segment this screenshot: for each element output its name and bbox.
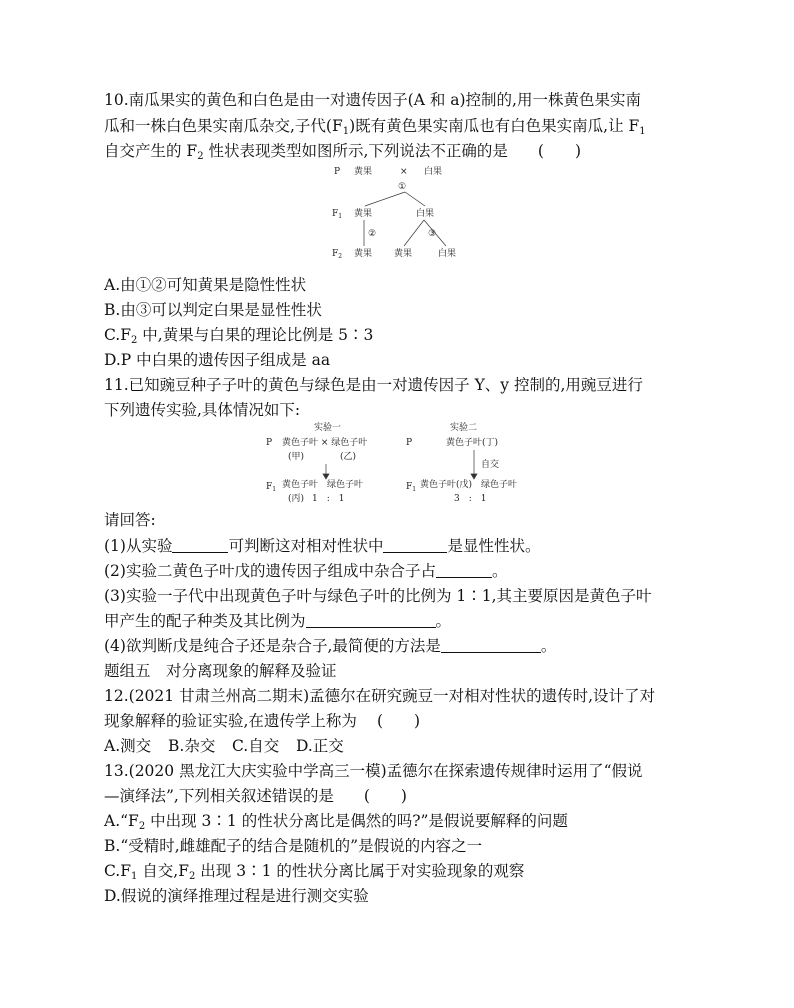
q10-diag-f2-2: 黄果	[394, 249, 413, 259]
q13-option-c-sub2: 2	[188, 871, 196, 882]
q10-sub2: 1	[639, 126, 646, 137]
q11-diag-p1-cross: 黄色子叶 × 绿色子叶	[282, 438, 368, 448]
q11-sub2-text: (2)实验二黄色子叶戊的遗传因子组成中杂合子占	[104, 562, 436, 580]
q10-diag-f1-white: 白果	[416, 209, 435, 219]
q10-line3-text-b: 性状表现类型如图所示,下列说法不正确的是	[203, 142, 508, 160]
q11-sub3-text: 甲产生的配子种类及其比例为	[104, 612, 306, 630]
q11-diag-ratio1: 1 : 1	[312, 494, 345, 503]
q13-option-d: D.假说的演绎推理过程是进行测交实验	[104, 887, 369, 905]
q13-answer-paren: ( )	[363, 787, 407, 805]
q11-diag-ding: 黄色子叶(丁)	[446, 438, 499, 448]
q10-line2-text: 瓜和一株白色果实南瓜杂交,子代(F	[104, 117, 343, 135]
q10-line3	[104, 141, 581, 161]
q13-line2	[104, 786, 407, 806]
answer-blank[interactable]	[436, 563, 492, 578]
q11-diag-exp2: 实验二	[450, 423, 478, 433]
q13-option-c-sub1: 1	[131, 871, 138, 882]
q11-sub1	[104, 536, 541, 556]
q11-diag-f1-2: $F_1$	[406, 482, 417, 493]
q11-diag-exp1: 实验一	[314, 423, 342, 433]
q11-diag-p1: P	[266, 438, 273, 448]
q12-line1: 12.(2021 甘肃兰州高二期末)孟德尔在研究豌豆一对相对性状的遗传时,设计了对	[104, 687, 656, 705]
q10-diag-c2: ②	[368, 229, 377, 239]
q11-sub2-text-b: 。	[491, 562, 508, 580]
q10-sub: 1	[342, 126, 350, 137]
q10-line2	[104, 116, 646, 136]
q11-diag-f1-1: $F_1$	[266, 482, 277, 493]
q11-line1: 11.已知豌豆种子子叶的黄色与绿色是由一对遗传因子 Y、y 控制的,用豌豆进行	[104, 376, 643, 394]
q13-option-a-text: A.“F	[104, 812, 139, 830]
q11-diag-jia: (甲)	[288, 452, 305, 462]
q13-option-a-sub: 2	[138, 821, 146, 832]
q12-options	[104, 736, 344, 756]
q10-line2-text-b: )既有黄色果实南瓜也有白色果实南瓜,让 F	[349, 117, 640, 135]
q10-diag-f1: $F_1$	[332, 209, 343, 220]
q10-diag-f2: $F_2$	[332, 249, 343, 260]
q11-diag-yi: (乙)	[340, 452, 357, 462]
q12-line2-text: 现象解释的验证实验,在遗传学上称为	[104, 712, 357, 730]
q13-line1: 13.(2020 黑龙江大庆实验中学高三一模)孟德尔在探索遗传规律时运用了“假说	[104, 762, 643, 780]
q11-line2: 下列遗传实验,具体情况如下:	[104, 401, 301, 419]
q10-option-c-text: C.F	[104, 326, 131, 344]
q10-line3-text: 自交产生的 F	[104, 142, 198, 160]
q11-sub1-text-c: 是显性性状。	[447, 537, 541, 555]
q13-option-c	[104, 861, 524, 881]
q11-diag-p2: P	[406, 438, 413, 448]
q10-diag-f2-1: 黄果	[354, 249, 373, 259]
group5-heading: 题组五 对分离现象的解释及验证	[104, 662, 337, 680]
q10-option-a: A.由①②可知黄果是隐性性状	[104, 276, 307, 294]
q11-diag-f1-res: 黄色子叶 绿色子叶	[282, 480, 364, 490]
q10-option-c	[104, 325, 373, 345]
q11-diag-bing: (丙)	[288, 494, 305, 503]
q11-sub3-line2	[104, 611, 451, 631]
q12-option-a: A.测交	[104, 737, 152, 755]
q10-option-c-sub: 2	[131, 335, 138, 346]
q11-diag-f1-res2: 黄色子叶(戊) 绿色子叶	[420, 480, 518, 490]
q10-option-b: B.由③可以判定白果是显性性状	[104, 301, 322, 319]
q10-diag-f2-3: 白果	[438, 249, 457, 259]
q10-line1: 10.南瓜果实的黄色和白色是由一对遗传因子(A 和 a)控制的,用一株黄色果实南	[104, 91, 641, 109]
q11-sub1-text: (1)从实验	[104, 537, 173, 555]
q12-option-c: C.自交	[232, 737, 280, 755]
q12-line2	[104, 711, 420, 731]
q10-diag-yellow: 黄果	[354, 167, 373, 177]
q10-pedigree-diagram	[320, 162, 480, 262]
q11-sub3: (3)实验一子代中出现黄色子叶与绿色子叶的比例为 1∶1,其主要原因是黄色子叶	[104, 587, 652, 605]
q13-option-c-text: C.F	[104, 862, 131, 880]
q11-sub3-text-b: 。	[435, 612, 452, 630]
q13-option-c-text-c: 出现 3∶1 的性状分离比属于对实验现象的观察	[195, 862, 525, 880]
q13-option-c-text-b: 自交,F	[137, 862, 189, 880]
q11-diag-selfing: 自交	[481, 460, 500, 470]
q12-option-d: D.正交	[296, 737, 344, 755]
q13-option-a	[104, 811, 568, 831]
answer-blank[interactable]	[306, 613, 436, 628]
q10-answer-paren: ( )	[537, 142, 582, 160]
q11-ask: 请回答:	[104, 511, 156, 529]
q10-diag-white: 白果	[424, 167, 443, 177]
q10-option-d: D.P 中白果的遗传因子组成是 aa	[104, 351, 331, 369]
q10-diag-f1-yellow: 黄果	[354, 209, 373, 219]
q13-line2-text: —演绎法”,下列相关叙述错误的是	[104, 787, 334, 805]
q11-sub4-text: (4)欲判断戊是纯合子还是杂合子,最简便的方法是	[104, 637, 441, 655]
q11-sub2	[104, 561, 507, 581]
answer-blank[interactable]	[383, 538, 447, 553]
q10-diag-c3: ③	[428, 229, 437, 239]
q10-sub3: 2	[197, 151, 204, 162]
q10-option-c-text-b: 中,黄果与白果的理论比例是 5∶3	[137, 326, 374, 344]
q12-option-b: B.杂交	[168, 737, 216, 755]
q13-option-b: B.“受精时,雌雄配子的结合是随机的”是假说的内容之一	[104, 837, 483, 855]
q12-answer-paren: ( )	[376, 712, 421, 730]
q13-option-a-text-b: 中出现 3∶1 的性状分离比是偶然的吗?”是假说要解释的问题	[145, 812, 568, 830]
answer-blank[interactable]	[441, 638, 541, 653]
q11-sub1-text-b: 可判断这对相对性状中	[228, 537, 384, 555]
q11-sub4-text-b: 。	[540, 637, 557, 655]
q10-diag-p: P	[334, 167, 341, 177]
q11-sub4	[104, 636, 556, 656]
q10-diag-cross: ×	[400, 167, 408, 177]
q11-diag-ratio2: 3 : 1	[454, 494, 487, 503]
answer-blank[interactable]	[172, 538, 228, 553]
q11-experiment-diagram	[256, 418, 546, 503]
q10-diag-c1: ①	[398, 182, 407, 192]
